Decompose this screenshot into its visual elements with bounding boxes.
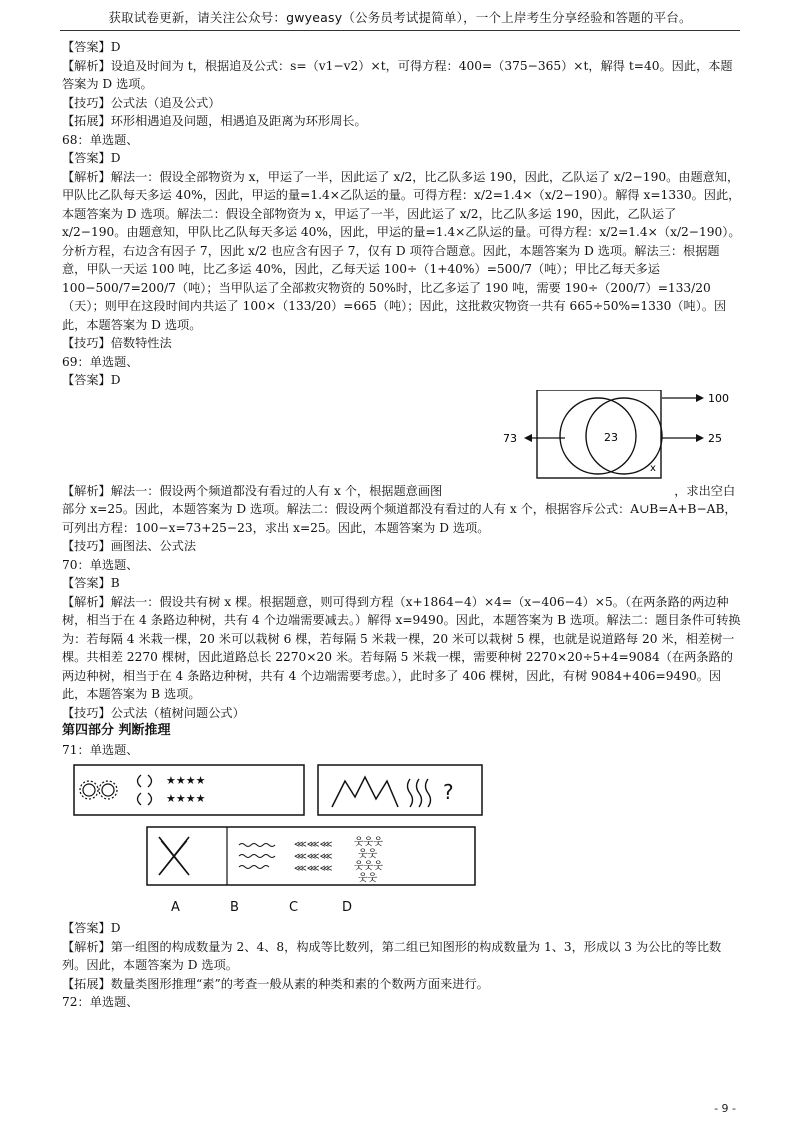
venn-left-label: 73 [503,431,517,445]
q71-analysis: 【解析】第一组图的构成数量为 2、4、8，构成等比数列，第二组已知图形的构成数量为 1、3，形成以 3 为公比的等比数列。因此，本题答案为 D 选项。 [62,939,722,972]
option-a-crossed-swords-figure [159,837,189,875]
q71-extend: 【拓展】数量类图形推理“素”的考查一般从素的种类和素的个数两方面来进行。 [62,976,489,991]
svg-text:★★★★: ★★★★ [166,774,206,787]
q70-answer: 【答案】B [62,576,120,590]
q68-answer: 【答案】D [62,151,121,165]
arrow-left-head [524,434,532,442]
part4-title: 第四部分 判断推理 [62,723,171,738]
venn-center-label: 23 [604,430,618,444]
page-header: 获取试卷更新，请关注公众号：gwyeasy（公务员考试提简单），一个上岸考生分享经验和答题的平台。 [108,10,692,25]
eight-stars-figure [166,774,206,805]
venn-diagram-area [62,390,742,482]
svg-text:웃웃웃: 웃웃웃 [354,837,383,848]
q70-skill: 【技巧】公式法（植树问题公式） [62,705,245,720]
arrow-top-head [696,394,704,402]
option-b-waves-figure [239,844,275,869]
q72-title: 72：单选题、 [62,995,139,1009]
q70-analysis: 【解析】解法一：假设共有树 x 棵。根据题意，则可得到方程（x+1864−4）×4=（x−406−4）×5。（在两条路的两边种树，相当于在 4 条路边种树，共有 4 个边端需要减去。）解得 x=9490。因此，本题答案为 B 选项。解法二：题目条件可转换为：若每隔 4 米栽一棵，20 米可以栽树 6 棵，若每隔 5 米栽一棵，20 米可以栽树 5 棵，也就是说道路每 20 米，相差树一棵。共相差 2270 棵树，因此道路总长 2270×20 米。若每隔 5 米栽一棵，需要种树 2270×20÷5+4=9084（在两条路的两边种树，相当于在 4 条路边种树，共有 4 个边端需要考虑。），此时多了 406 棵树，因此，有树 9084+406=9490。因此，本题答案为 B 选项。 [62,594,741,701]
q68-title: 68：单选题、 [62,132,139,147]
q67-answer: 【答案】D [62,40,121,54]
arrow-right-head [696,434,704,442]
q71-title: 71：单选题、 [62,742,139,757]
header-divider [60,30,740,31]
q69-skill: 【技巧】画图法、公式法 [62,539,197,553]
q67-skill: 【技巧】公式法（追及公式） [62,95,221,110]
group1-box [74,765,304,815]
svg-text:⋘⋘⋘: ⋘⋘⋘ [294,840,333,850]
option-a-label: A [171,900,180,915]
q69-answer: 【答案】D [62,373,121,387]
four-moons-figure [138,775,152,805]
venn-corner-label: x [650,462,656,474]
mountain-figure [332,777,398,807]
venn-right-label: 25 [708,431,722,445]
q69-analysis-part1: 【解析】解法一：假设两个频道都没有看过的人有 x 个，根据题意画图 [62,483,443,498]
group2-box [318,765,482,815]
venn-circle-a [560,398,636,474]
svg-text:웃웃: 웃웃 [358,873,378,884]
q70-title: 70：单选题、 [62,557,139,572]
option-d-people-figure [354,836,383,884]
svg-text:웃웃: 웃웃 [358,849,378,860]
svg-text:⋘⋘⋘: ⋘⋘⋘ [294,864,333,874]
document-body [62,38,742,1012]
three-waves-figure [408,779,431,807]
q69-title: 69：单选题、 [62,354,139,369]
q71-answer: 【答案】D [62,921,121,935]
q68-analysis: 【解析】解法一：假设全部物资为 x，甲运了一半，因此运了 x/2，比乙队多运 190，因此，乙队运了 x/2−190。由题意知，甲队比乙队每天多运 40%，因此，甲运的量=1.4×乙队运的量。可得方程：x/2=1.4×（x/2−190）。解得 x=1330。因此，本题答案为 D 选项。解法二：假设全部物资为 x，甲运了一半，因此运了 x/2，比乙队多运 190，因此，乙队运了 x/2−190。由题意知，甲队比乙队每天多运 40%，因此，甲运的量=1.4×乙队运的量。可得方程：x/2=1.4×（x/2−190）。分析方程，右边含有因子 7，因此 x/2 也应含有因子 7，仅有 D 项符合题意。因此，本题答案为 D 选项。解法三：根据题意，甲队一天运 100 吨，比乙多运 40%，因此，乙每天运 100÷（1+40%）=500/7（吨）；甲比乙每天多运 100−500/7=200/7（吨）；当甲队运了全部救灾物资的 50%时，比乙多运了 190 吨，需要 190÷（200/7）=133/20（天）；则甲在这段时间内共运了 100×（133/20）=665（吨）；因此，这批救灾物资一共有 665÷50%=1330（吨）。因此，本题答案为 D 选项。 [62,169,741,332]
q69-analysis [62,482,742,538]
option-c-label: C [289,900,299,915]
question-mark: ? [443,780,454,804]
page-number: - 9 - [714,1102,736,1115]
q68-skill: 【技巧】倍数特性法 [62,336,172,350]
figure-reasoning-diagram [62,759,742,919]
option-b-label: B [230,900,239,915]
svg-text:★★★★: ★★★★ [166,792,206,805]
svg-text:⋘⋘⋘: ⋘⋘⋘ [294,852,333,862]
q67-extend: 【拓展】环形相遇追及问题，相遇追及距离为环形周长。 [62,114,367,128]
venn-top-label: 100 [708,391,729,405]
q67-analysis: 【解析】设追及时间为 t，根据追及公式：s=（v1−v2）×t，可得方程：400=（375−365）×t，解得 t=40。因此，本题答案为 D 选项。 [62,58,733,91]
two-suns-figure [80,781,117,799]
q69-analysis-part2: ，求出空白部分 x=25。因此，本题答案为 D 选项。解法二：假设两个频道都没有看过的人有 x 个，根据容斥公式：A∪B=A+B−AB，可列出方程：100−x=73+25−23，求出 x=25。因此，本题答案为 D 选项。 [62,483,737,535]
option-c-arrows-figure [294,840,333,874]
svg-text:웃웃웃: 웃웃웃 [354,861,383,872]
venn-diagram [62,390,742,482]
option-d-label: D [342,900,353,915]
figure-reasoning-area [62,759,742,919]
